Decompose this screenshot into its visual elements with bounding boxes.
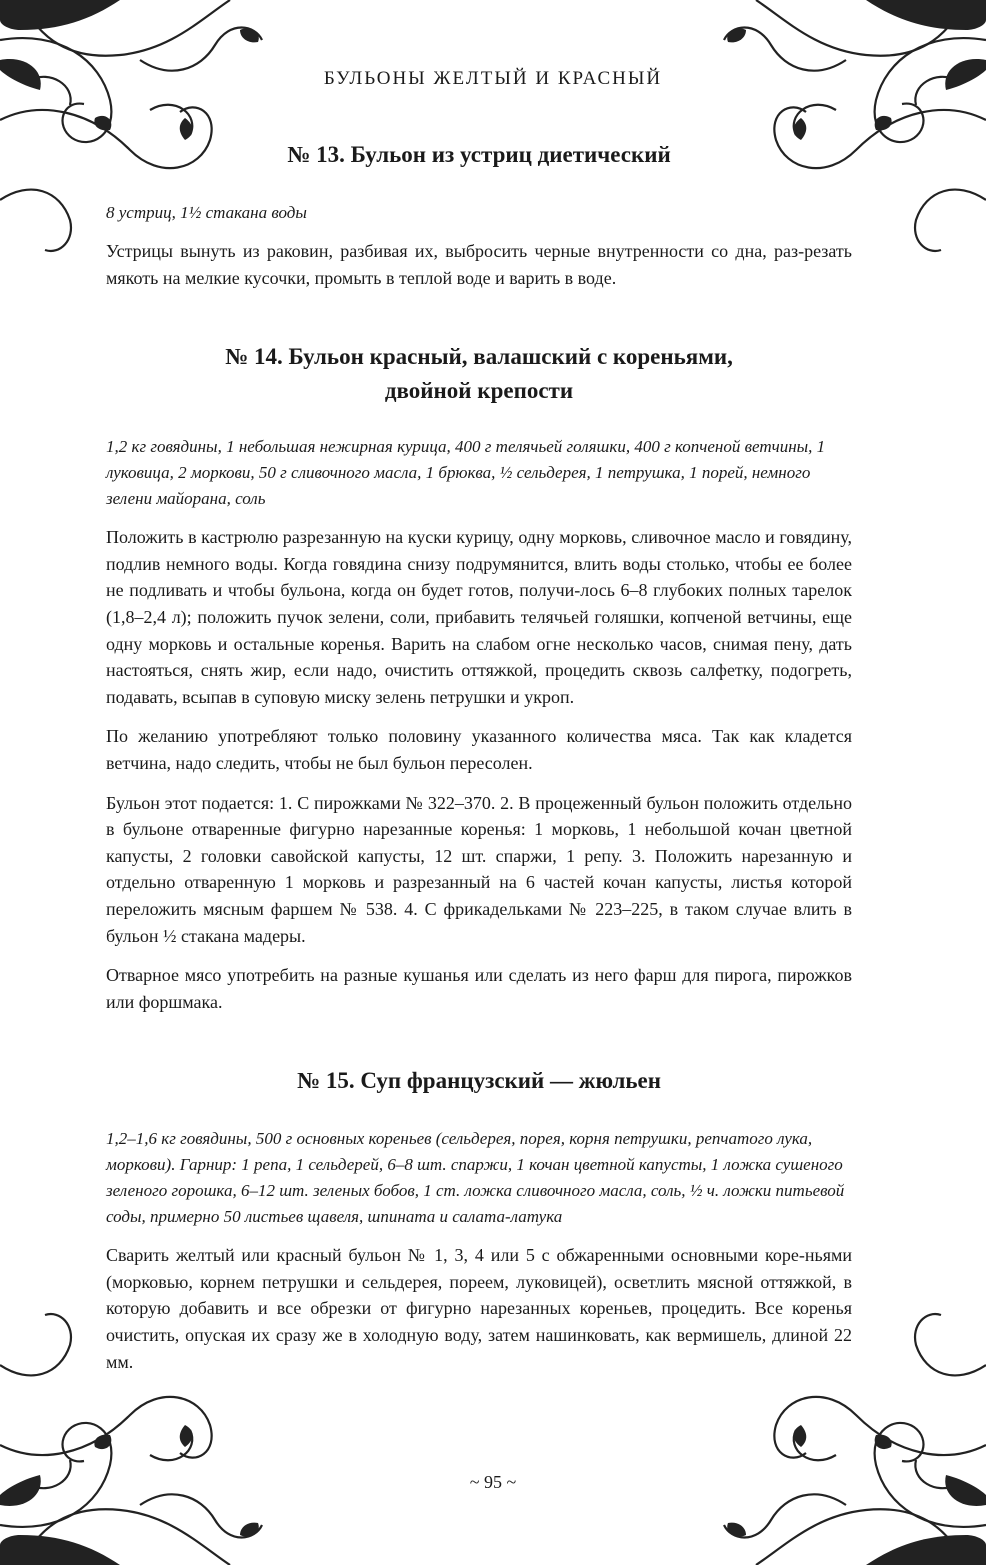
recipe-title (106, 340, 852, 408)
recipe-title-line: двойной крепости (384, 378, 574, 404)
recipe-title-line: № 13. Бульон из устриц диетический (287, 142, 671, 167)
instructions-paragraph: Сварить желтый или красный бульон № 1, 3, 4 или 5 с обжаренными основными коре-ньями (морковью, корнем петрушки и сельдерея, пореем, луковицей), осветлить мясной оттяжкой, в которую добавить и все обрезки от фигурно нарезанных кореньев, процедить. Все коренья очистить, опуская их сразу же в холодную воду, затем нашинковать, как вермишель, длиной 22 мм. (106, 1245, 852, 1372)
running-head: БУЛЬОНЫ ЖЕЛТЫЙ И КРАСНЫЙ (323, 68, 663, 89)
instructions-paragraph: Устрицы вынуть из раковин, разбивая их, выбросить черные внутренности со дна, раз-резать мякоть на мелкие кусочки, промыть в теплой воде и варить в воде. (106, 241, 852, 288)
section-spacer (106, 1028, 852, 1064)
ingredients-list: 1,2 кг говядины, 1 небольшая нежирная курица, 400 г телячьей голяшки, 400 г копченой ветчины, 1 луковица, 2 моркови, 50 г сливочного масла, 1 брюква, ½ сельдерея, 1 петрушка, 1 порей, немного зелени майорана, соль (106, 437, 826, 509)
instructions-paragraph: Бульон этот подается: 1. С пирожками № 322–370. 2. В процеженный бульон положить отдельно в бульоне отваренные фигурно нарезанные коренья: 1 морковь, 1 небольшой кочан цветной капусты, 2 головки савойской капусты, 12 шт. спаржи, 1 репу. 3. Положить нарезанную и отдельно отваренную 1 морковь и разрезанный на 6 частей кочан капусты, листья которой переложить мясным фаршем № 538. 4. С фрикадельками № 223–225, в таком случае влить в бульон ½ стакана мадеры. (106, 792, 852, 946)
instructions-paragraph: По желанию употребляют только половину указанного количества мяса. Так как кладется ветчина, надо следить, чтобы не был бульон пересолен. (106, 726, 852, 773)
page-number: ~ 95 ~ (469, 1472, 517, 1492)
page-content (106, 138, 852, 1388)
recipe-title (106, 138, 852, 172)
recipe-15 (106, 1064, 852, 1375)
instructions-paragraph: Отварное мясо употребить на разные кушанья или сделать из него фарш для пирога, пирожков или форшмака. (106, 965, 852, 1012)
recipe-13 (106, 138, 852, 291)
recipe-title (106, 1064, 852, 1098)
ingredients-list: 8 устриц, 1½ стакана воды (106, 203, 307, 222)
recipe-14 (106, 340, 852, 1015)
recipe-title-line: № 15. Суп французский — жюльен (296, 1068, 662, 1094)
section-spacer (106, 304, 852, 340)
ingredients-list: 1,2–1,6 кг говядины, 500 г основных кореньев (сельдерея, порея, корня петрушки, репчатого лука, моркови). Гарнир: 1 репа, 1 сельдерей, 6–8 шт. спаржи, 1 кочан цветной капусты, 1 ложка сушеного зеленого горошка, 6–12 шт. зеленых бобов, 1 ст. ложка сливочного масла, соль, ½ ч. ложки питьевой соды, примерно 50 листьев щавеля, шпината и салата-латука (106, 1129, 845, 1227)
instructions-paragraph: Положить в кастрюлю разрезанную на куски курицу, одну морковь, сливочное масло и говядину, подлив немного воды. Когда говядина снизу подрумянится, влить воды столько, чтобы ее более не подливать и чтобы бульона, когда он будет готов, получи-лось 6–8 глубоких полных тарелок (1,8–2,4 л); положить пучок зелени, соли, прибавить телячьей голяшки, копченой ветчины, еще одну морковь и остальные коренья. Варить на слабом огне несколько часов, снимая пену, дать настояться, снять жир, если надо, очистить оттяжкой, процедить сквозь салфетку, подогреть, подавать, всыпав в суповую миску зелень петрушки и укроп. (106, 527, 852, 707)
recipe-title-line: № 14. Бульон красный, валашский с кореньями, (225, 344, 733, 370)
